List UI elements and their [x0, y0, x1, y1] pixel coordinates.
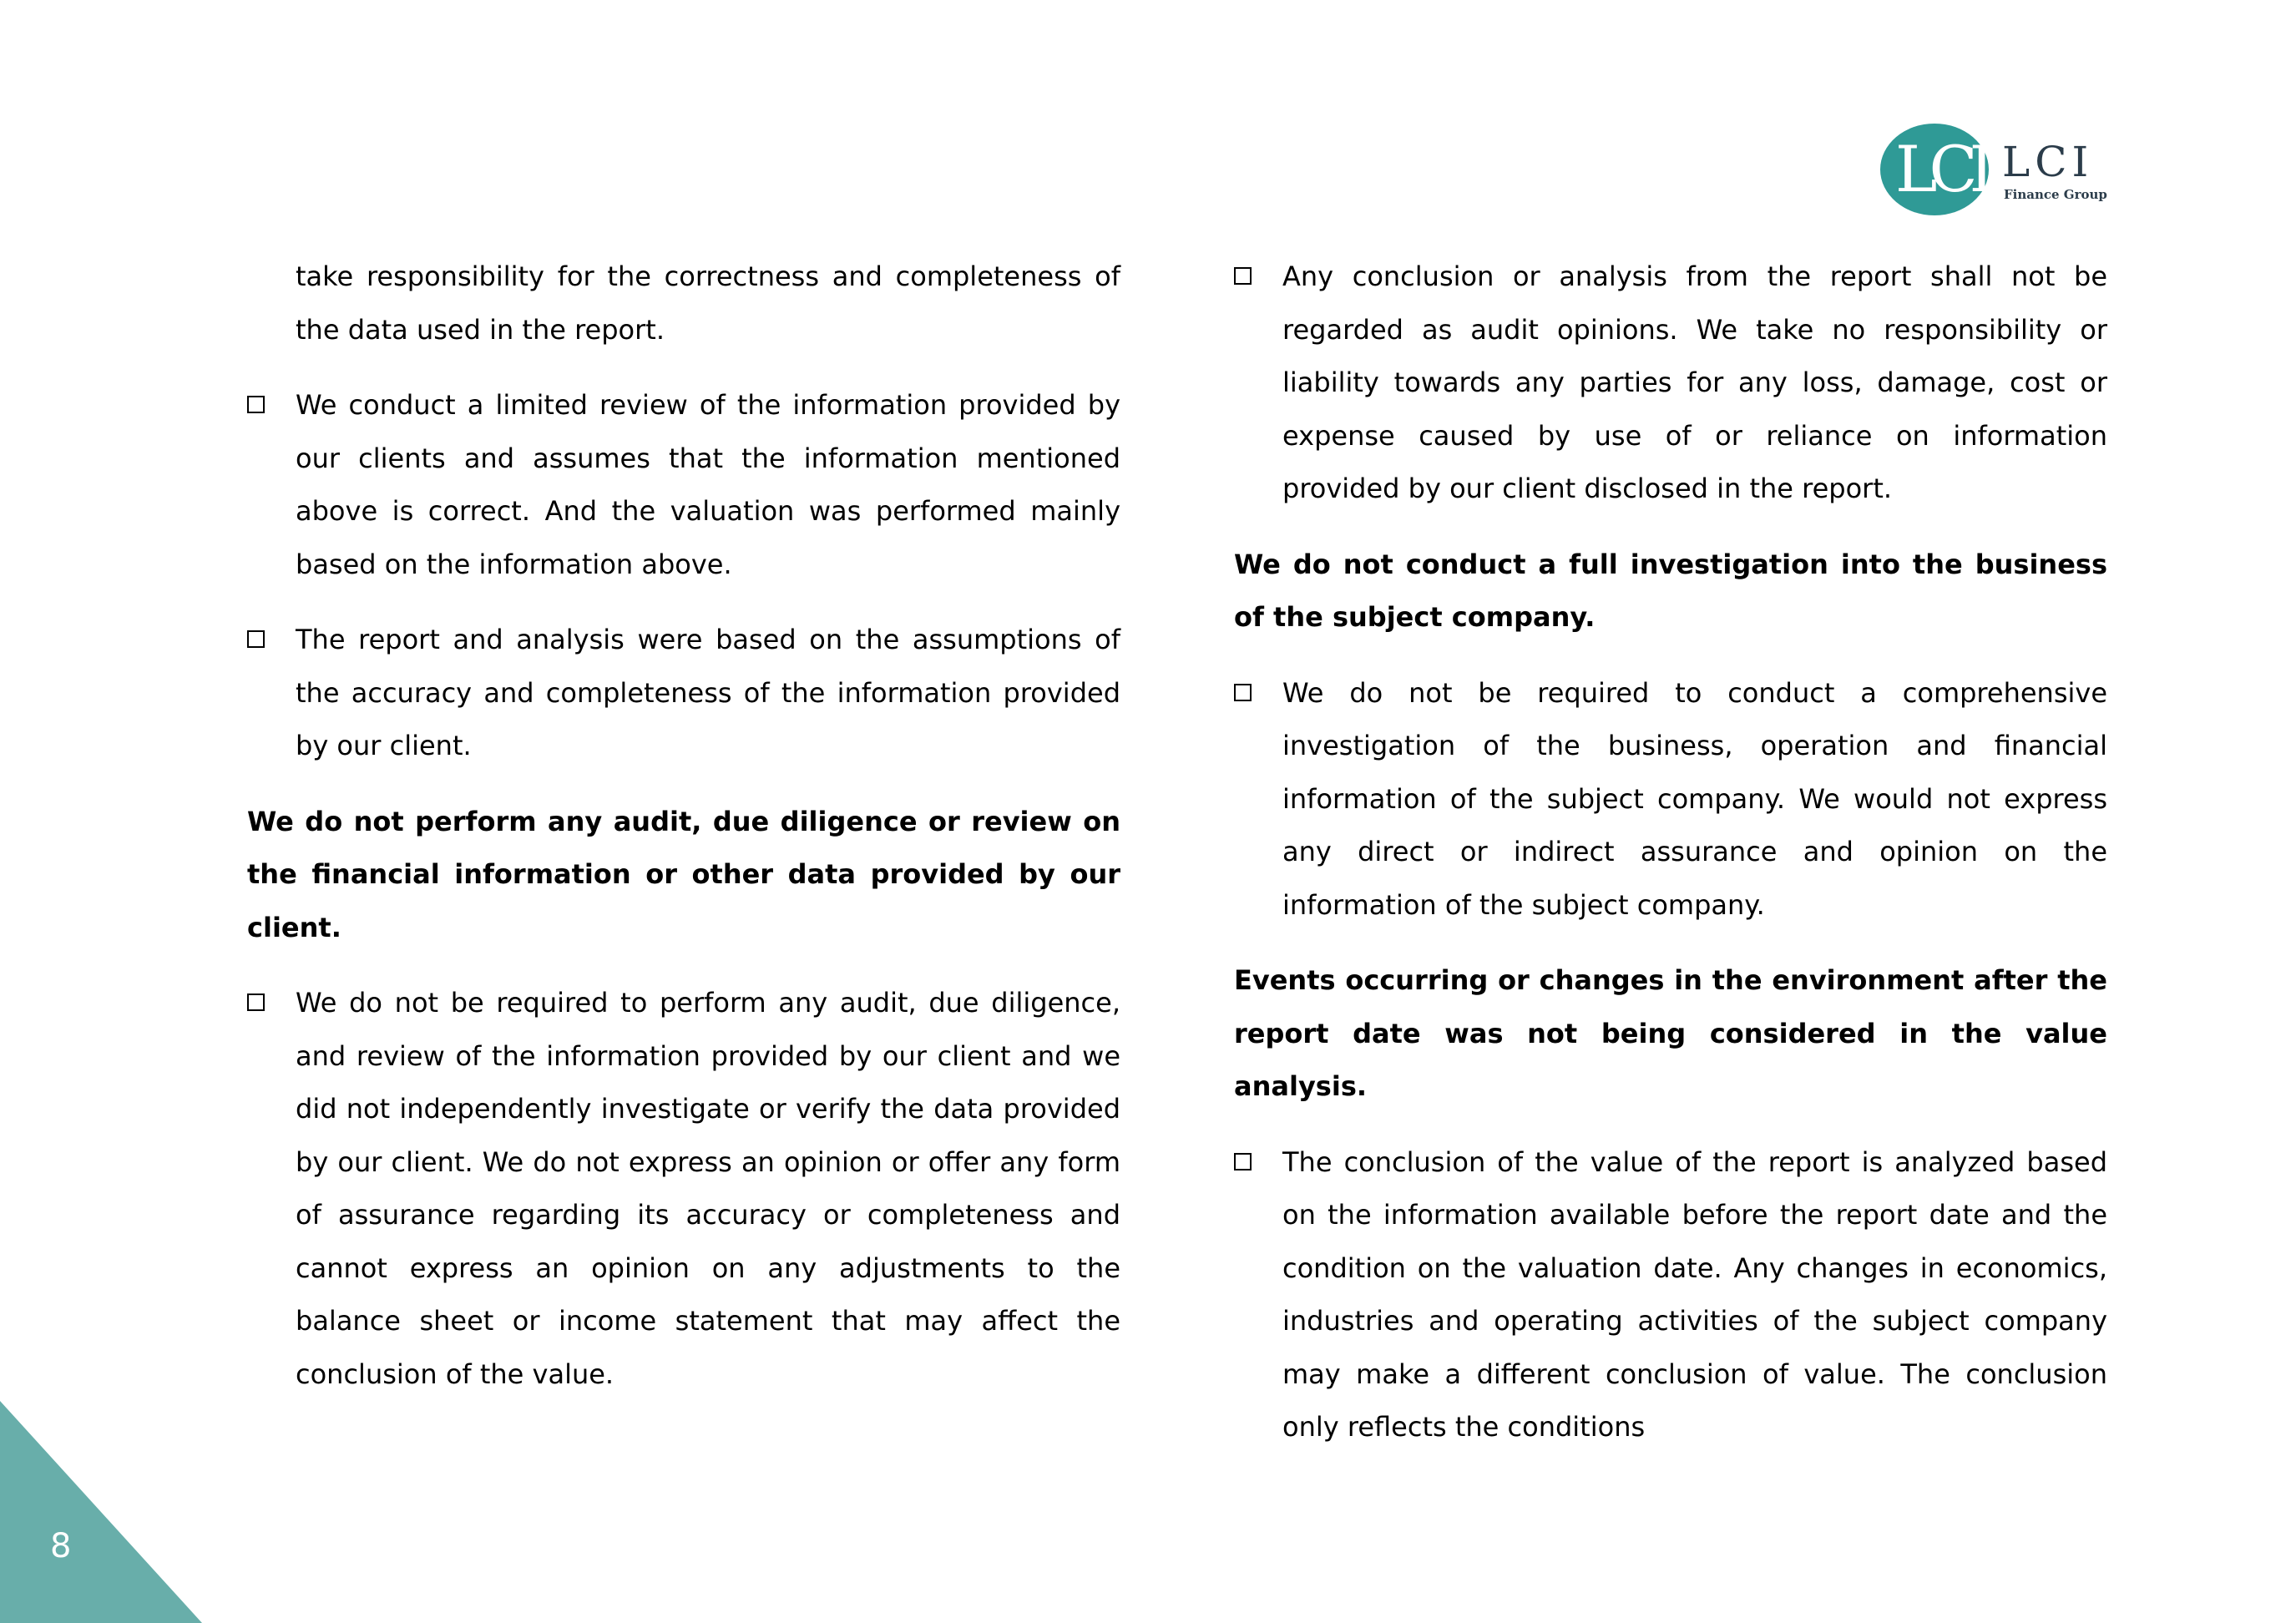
- bullet-item: [247, 614, 1120, 773]
- logo-monogram: LCI: [1895, 132, 1986, 206]
- section-heading-audit: We do not perform any audit, due diligence or review on the financial information or other data provided by our client.: [247, 805, 1120, 943]
- bullet-text: Any conclusion or analysis from the report shall not be regarded as audit opinions. We take no responsibility or liability towards any parties for any loss, damage, cost or expense caused by use of or reliance on information provided by our client disclosed in the report.: [1282, 260, 2107, 504]
- checkbox-bullet-icon: [247, 630, 265, 648]
- checkbox-bullet-icon: [1234, 267, 1252, 285]
- section-heading-events: Events occurring or changes in the environment after the report date was not being considered in the value analysis.: [1234, 964, 2107, 1102]
- right-column: [1234, 250, 2107, 1477]
- logo-subtitle: Finance Group: [2004, 187, 2107, 202]
- checkbox-bullet-icon: [1234, 1153, 1252, 1170]
- continued-paragraph: take responsibility for the correctness and completeness of the data used in the report.: [296, 260, 1120, 346]
- bullet-text: We do not be required to conduct a comprehensive investigation of the business, operation and financial information of the subject company. We would not express any direct or indirect assurance and opinion on the information of the subject company.: [1282, 676, 2107, 921]
- company-logo: [1880, 124, 2131, 217]
- bullet-text: We conduct a limited review of the information provided by our clients and assumes that the information mentioned above is correct. And the valuation was performed mainly based on the information above.: [296, 389, 1120, 580]
- bullet-text: The conclusion of the value of the report is analyzed based on the information available before the report date and the condition on the valuation date. Any changes in economics, industries and operating activities of the subject company may make a different conclusion of value. The conclusion only reflects the conditions: [1282, 1145, 2107, 1443]
- bullet-item: [1234, 1136, 2107, 1454]
- left-column: [247, 250, 1120, 1423]
- section-heading-investigation: We do not conduct a full investigation into the business of the subject company.: [1234, 548, 2107, 633]
- bullet-item: [247, 977, 1120, 1401]
- logo-emblem: [1880, 124, 1989, 215]
- bullet-text: We do not be required to perform any audit, due diligence, and review of the information provided by our client and we did not independently investigate or verify the data provided by our client. We do not express an opinion or offer any form of assurance regarding its accuracy or completeness and cannot express an opinion on any adjustments to the balance sheet or income statement that may affect the conclusion of the value.: [296, 987, 1120, 1390]
- checkbox-bullet-icon: [247, 396, 265, 413]
- page-number: 8: [50, 1527, 72, 1565]
- logo-name: LCI: [2002, 138, 2094, 186]
- bullet-text: The report and analysis were based on the assumptions of the accuracy and completeness of the information provided by our client.: [296, 624, 1120, 761]
- checkbox-bullet-icon: [247, 994, 265, 1011]
- bullet-item: [1234, 667, 2107, 933]
- checkbox-bullet-icon: [1234, 684, 1252, 701]
- bullet-item: [1234, 250, 2107, 516]
- corner-accent-triangle: [0, 1401, 202, 1623]
- bullet-item: [247, 379, 1120, 591]
